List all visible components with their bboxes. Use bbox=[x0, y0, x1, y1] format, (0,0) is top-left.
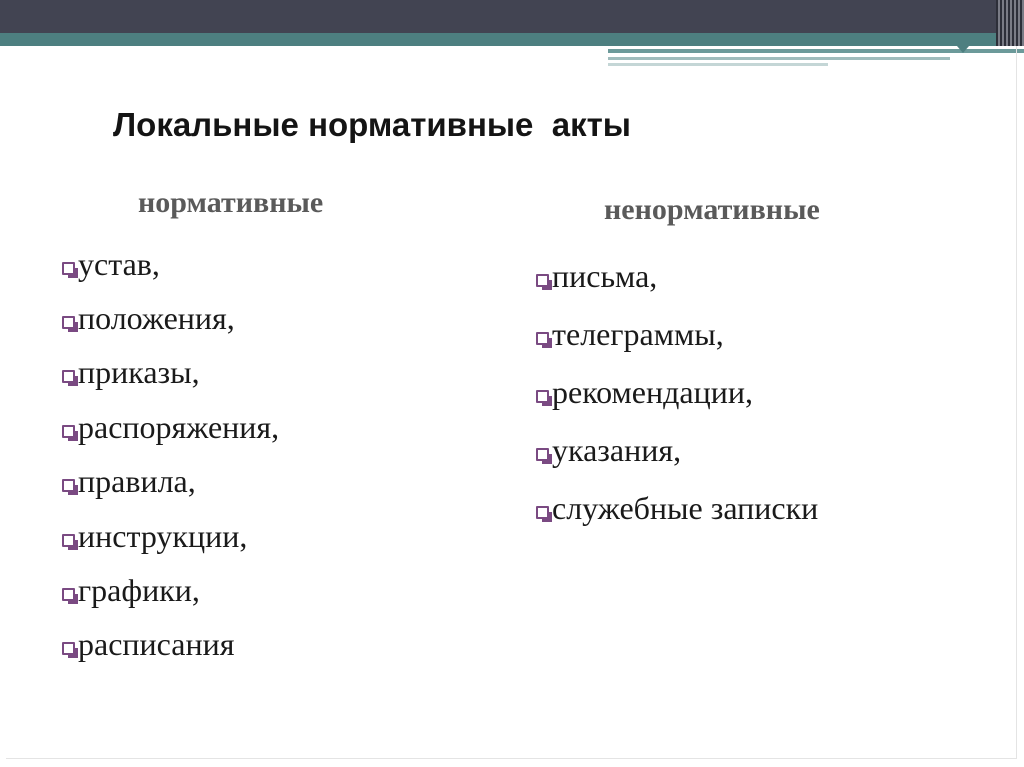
list-item-label: графики, bbox=[78, 572, 200, 609]
list-item bbox=[536, 305, 818, 363]
column-heading-normative: нормативные bbox=[138, 186, 324, 219]
list-item-label: расписания bbox=[78, 626, 235, 663]
list-item-label: указания, bbox=[552, 431, 682, 468]
hollow-square-bullet-icon bbox=[536, 332, 549, 345]
list-item bbox=[62, 509, 279, 563]
list-item-label: инструкции, bbox=[78, 517, 248, 554]
list-item bbox=[62, 237, 279, 291]
slide-title: Локальные нормативные акты bbox=[113, 106, 631, 143]
list-item-label: телеграммы, bbox=[552, 315, 724, 352]
decor-stripes bbox=[996, 0, 1024, 46]
header-teal-band bbox=[0, 33, 1024, 46]
list-item bbox=[536, 363, 818, 421]
list-item-label: рекомендации, bbox=[552, 373, 753, 410]
list-item bbox=[62, 400, 279, 454]
hollow-square-bullet-icon bbox=[536, 390, 549, 403]
hollow-square-bullet-icon bbox=[62, 588, 75, 601]
column-heading-non-normative: ненормативные bbox=[604, 193, 820, 226]
list-item bbox=[62, 346, 279, 400]
header-dark-band bbox=[0, 0, 1024, 33]
list-item-label: письма, bbox=[552, 257, 658, 294]
list-item-label: служебные записки bbox=[552, 489, 819, 526]
hollow-square-bullet-icon bbox=[536, 274, 549, 287]
list-item-label: правила, bbox=[78, 463, 196, 500]
non-normative-list bbox=[536, 247, 818, 537]
hollow-square-bullet-icon bbox=[536, 448, 549, 461]
list-item-label: устав, bbox=[78, 245, 160, 282]
list-item bbox=[536, 421, 818, 479]
hollow-square-bullet-icon bbox=[62, 262, 75, 275]
hollow-square-bullet-icon bbox=[62, 479, 75, 492]
hollow-square-bullet-icon bbox=[62, 370, 75, 383]
list-item bbox=[62, 291, 279, 345]
list-item bbox=[62, 563, 279, 617]
normative-list bbox=[62, 237, 279, 672]
hollow-square-bullet-icon bbox=[62, 642, 75, 655]
list-item bbox=[62, 455, 279, 509]
hollow-square-bullet-icon bbox=[62, 316, 75, 329]
hollow-square-bullet-icon bbox=[62, 425, 75, 438]
list-item-label: положения, bbox=[78, 300, 235, 337]
hollow-square-bullet-icon bbox=[62, 534, 75, 547]
list-item-label: распоряжения, bbox=[78, 408, 280, 445]
list-item bbox=[536, 247, 818, 305]
hollow-square-bullet-icon bbox=[536, 506, 549, 519]
list-item-label: приказы, bbox=[78, 354, 200, 391]
list-item bbox=[536, 479, 818, 537]
list-item bbox=[62, 618, 279, 672]
